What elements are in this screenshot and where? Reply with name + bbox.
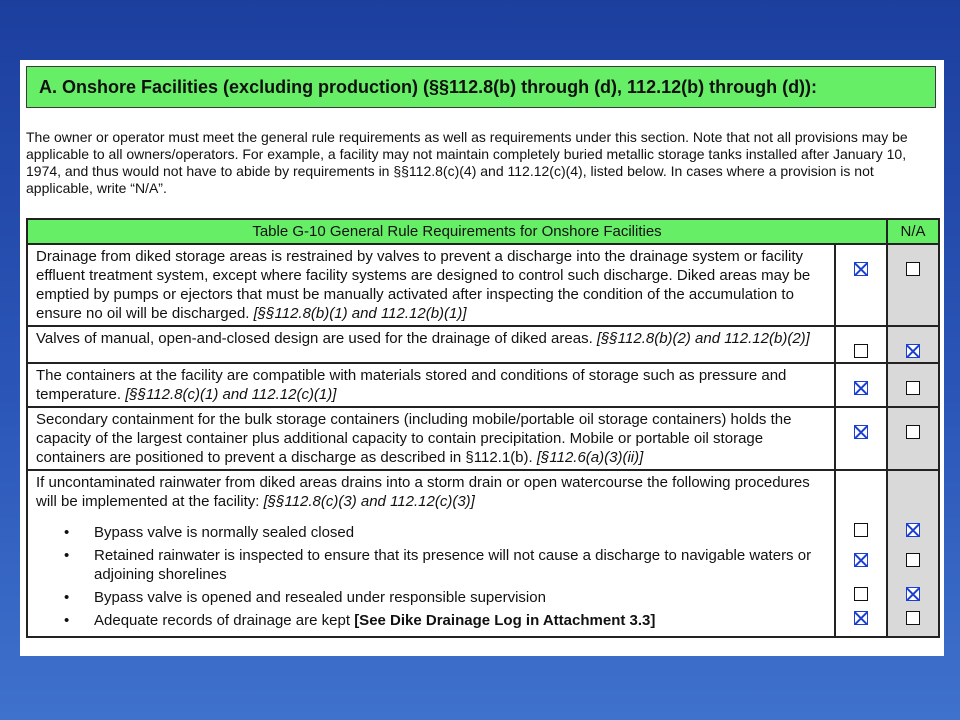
na-cell [887, 407, 939, 470]
citation: [§§112.8(b)(2) and 112.12(b)(2)] [596, 330, 810, 347]
section-header [26, 66, 936, 108]
na-cell [887, 470, 939, 637]
na-checkbox-checked[interactable] [906, 587, 920, 601]
bullet-icon: • [64, 589, 70, 606]
procedure-list [36, 523, 826, 630]
na-checkbox-checked[interactable] [906, 523, 920, 537]
na-cell [887, 326, 939, 363]
list-item-text: Bypass valve is normally sealed closed [94, 524, 355, 541]
list-item [36, 588, 826, 607]
attachment-reference: [See Dike Drainage Log in Attachment 3.3] [354, 612, 656, 629]
yes-cell [835, 326, 887, 363]
intro-paragraph: The owner or operator must meet the general rule requirements as well as requirements under this section. Note that not all provisions may be applicable to all owners/operators. For example, a facility may not maintain completely buried metallic storage tanks installed after January 10, 1974, and thus would not have to abide by requirements in §§112.8(c)(4) and 112.12(c)(4), listed below. In cases where a provision is not applicable, write “N/A”. [26, 129, 908, 196]
yes-cell [835, 363, 887, 407]
requirement-cell [27, 407, 835, 470]
table-row [27, 326, 939, 363]
na-checkbox-unchecked[interactable] [906, 381, 920, 395]
yes-checkbox-checked[interactable] [854, 381, 868, 395]
requirement-text: The containers at the facility are compatible with materials stored and conditions of storage such as pressure and temperature. [36, 367, 787, 403]
citation: [§§112.8(b)(1) and 112.12(b)(1)] [253, 305, 467, 322]
requirements-table [26, 218, 940, 638]
yes-cell [835, 244, 887, 326]
na-cell [887, 363, 939, 407]
citation: [§§112.8(c)(1) and 112.12(c)(1)] [125, 386, 337, 403]
document-page [20, 60, 944, 656]
requirement-text: If uncontaminated rainwater from diked areas drains into a storm drain or open watercourse the following procedures will be implemented at the facility: [36, 474, 810, 510]
section-header-text: A. Onshore Facilities (excluding production) (§§112.8(b) through (d), 112.12(b) through (d)): [39, 76, 818, 97]
na-checkbox-unchecked[interactable] [906, 262, 920, 276]
table-row [27, 363, 939, 407]
requirement-cell [27, 326, 835, 363]
list-item [36, 611, 826, 630]
list-item [36, 523, 826, 542]
yes-checkbox-checked[interactable] [854, 553, 868, 567]
na-checkbox-checked[interactable] [906, 344, 920, 358]
table-title: Table G-10 General Rule Requirements for Onshore Facilities [27, 219, 887, 244]
citation: [§112.6(a)(3)(ii)] [536, 449, 644, 466]
list-item-text: Adequate records of drainage are kept [94, 612, 351, 629]
table-row-rainwater [27, 470, 939, 637]
requirement-cell [27, 363, 835, 407]
yes-checkbox-checked[interactable] [854, 425, 868, 439]
na-checkbox-unchecked[interactable] [906, 425, 920, 439]
list-item-text: Retained rainwater is inspected to ensure that its presence will not cause a discharge to navigable waters or adjoining shorelines [94, 547, 812, 583]
table-row [27, 244, 939, 326]
yes-checkbox-unchecked[interactable] [854, 344, 868, 358]
yes-cell [835, 407, 887, 470]
requirement-cell [27, 244, 835, 326]
yes-checkbox-unchecked[interactable] [854, 523, 868, 537]
table-row [27, 407, 939, 470]
bullet-icon: • [64, 524, 70, 541]
bullet-icon: • [64, 612, 70, 629]
requirement-text: Drainage from diked storage areas is restrained by valves to prevent a discharge into the drainage system or facility effluent treatment system, except where facility systems are designed to control such discharge. Diked areas may be emptied by pumps or ejectors that must be manually activated after inspecting the condition of the accumulation to ensure no oil will be discharged. [36, 248, 811, 322]
na-cell [887, 244, 939, 326]
na-checkbox-unchecked[interactable] [906, 611, 920, 625]
requirement-text: Valves of manual, open-and-closed design are used for the drainage of diked areas. [36, 330, 593, 347]
yes-cell [835, 470, 887, 637]
yes-checkbox-checked[interactable] [854, 611, 868, 625]
na-checkbox-unchecked[interactable] [906, 553, 920, 567]
yes-checkbox-unchecked[interactable] [854, 587, 868, 601]
bullet-icon: • [64, 547, 70, 564]
list-item-text: Bypass valve is opened and resealed under responsible supervision [94, 589, 546, 606]
list-item [36, 546, 826, 584]
requirement-text: Secondary containment for the bulk storage containers (including mobile/portable oil storage containers) holds the capacity of the largest container plus additional capacity to contain precipitation. Mobile or portable oil storage containers are positioned to prevent a discharge as described in §112.1(b). [36, 411, 792, 466]
requirement-cell [27, 470, 835, 637]
citation: [§§112.8(c)(3) and 112.12(c)(3)] [263, 493, 475, 510]
yes-checkbox-checked[interactable] [854, 262, 868, 276]
na-column-header: N/A [887, 219, 939, 244]
